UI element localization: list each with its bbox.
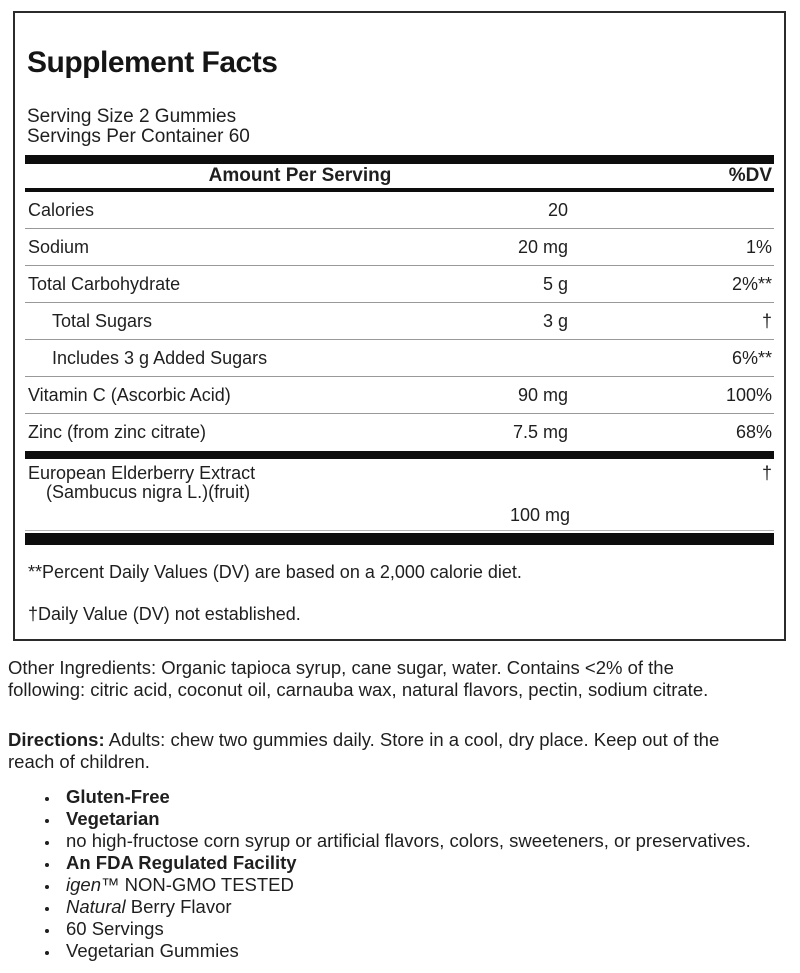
divider-light xyxy=(25,530,774,531)
extract-name-line xyxy=(25,464,774,483)
claim-text: Vegetarian Gummies xyxy=(66,940,239,961)
header-dv: %DV xyxy=(728,165,772,186)
row-dv: 2%** xyxy=(731,273,772,294)
claims-list xyxy=(8,786,751,962)
other-ingredients-line1: Other Ingredients: Organic tapioca syrup, cane sugar, water. Contains <2% of the xyxy=(8,657,674,678)
table-row-total-carbohydrate xyxy=(25,266,774,303)
panel-title: Supplement Facts xyxy=(27,46,278,79)
claim-text: 60 Servings xyxy=(66,918,164,939)
directions-label: Directions: xyxy=(8,729,105,750)
row-dv: 100% xyxy=(725,384,772,405)
row-dv: † xyxy=(761,463,772,483)
list-item-vegetarian xyxy=(60,808,751,830)
row-amount: 20 xyxy=(547,199,568,220)
footnote-not-established: †Daily Value (DV) not established. xyxy=(28,604,301,624)
list-item-fda-facility xyxy=(60,852,751,874)
row-amount: 5 g xyxy=(542,273,568,294)
table-row-zinc xyxy=(25,414,774,451)
list-item-gluten-free xyxy=(60,786,751,808)
servings-per-container: Servings Per Container 60 xyxy=(27,126,250,147)
row-amount: 3 g xyxy=(542,310,568,331)
table-row-total-sugars xyxy=(25,303,774,340)
table-row-elderberry-extract xyxy=(25,464,774,530)
row-amount: 90 mg xyxy=(517,384,568,405)
list-item-60-servings xyxy=(60,918,751,940)
claim-brand: igen™ xyxy=(66,874,120,895)
directions-line2: reach of children. xyxy=(8,750,150,772)
claim-text: Vegetarian xyxy=(66,808,160,829)
claim-text: An FDA Regulated Facility xyxy=(66,852,297,873)
row-dv: 68% xyxy=(735,422,772,442)
extract-botanical-name: (Sambucus nigra L.)(fruit) xyxy=(46,482,251,502)
row-amount: 7.5 mg xyxy=(512,422,568,442)
row-name: Zinc (from zinc citrate) xyxy=(28,422,207,442)
divider-heavy-top xyxy=(25,155,774,164)
list-item-natural-berry-flavor xyxy=(60,896,751,918)
row-dv: † xyxy=(761,310,772,331)
divider-heavy-mid xyxy=(25,451,774,459)
claim-text: Berry Flavor xyxy=(125,896,232,917)
directions-paragraph xyxy=(8,729,792,772)
directions-text: Adults: chew two gummies daily. Store in a cool, dry place. Keep out of the xyxy=(104,729,720,750)
list-item-vegetarian-gummies xyxy=(60,940,751,962)
list-item-no-hfcs xyxy=(60,830,751,852)
row-name: European Elderberry Extract xyxy=(28,463,256,483)
supplement-facts-panel xyxy=(13,11,786,641)
claim-text: NON-GMO TESTED xyxy=(119,874,294,895)
row-name: Total Sugars xyxy=(52,310,153,331)
list-item-igen-non-gmo xyxy=(60,874,751,896)
row-dv: 1% xyxy=(745,236,772,257)
row-name: Sodium xyxy=(28,236,90,257)
row-name: Includes 3 g Added Sugars xyxy=(52,347,268,368)
row-name: Calories xyxy=(28,199,95,220)
serving-size: Serving Size 2 Gummies xyxy=(27,106,237,127)
row-name: Vitamin C (Ascorbic Acid) xyxy=(28,384,231,405)
row-dv: 6%** xyxy=(731,347,772,368)
table-row-added-sugars xyxy=(25,340,774,377)
header-amount-per-serving: Amount Per Serving xyxy=(208,165,392,186)
divider-heavy-bottom xyxy=(25,533,774,545)
footnote-dv-basis: **Percent Daily Values (DV) are based on a 2,000 calorie diet. xyxy=(28,562,522,582)
claim-emphasis: Natural xyxy=(66,896,126,917)
row-amount: 100 mg xyxy=(509,505,570,525)
claim-text: no high-fructose corn syrup or artificial flavors, colors, sweeteners, or preservatives. xyxy=(66,830,751,851)
table-row-calories xyxy=(25,192,774,229)
row-name: Total Carbohydrate xyxy=(28,273,181,294)
claim-text: Gluten-Free xyxy=(66,786,170,807)
directions-line1 xyxy=(8,729,792,751)
other-ingredients-line2: following: citric acid, coconut oil, carnauba wax, natural flavors, pectin, sodium citrate. xyxy=(8,678,709,700)
table-row-sodium xyxy=(25,229,774,266)
table-header-row xyxy=(25,164,774,188)
other-ingredients-paragraph xyxy=(8,657,792,700)
table-row-vitamin-c xyxy=(25,377,774,414)
row-amount: 20 mg xyxy=(517,236,568,257)
